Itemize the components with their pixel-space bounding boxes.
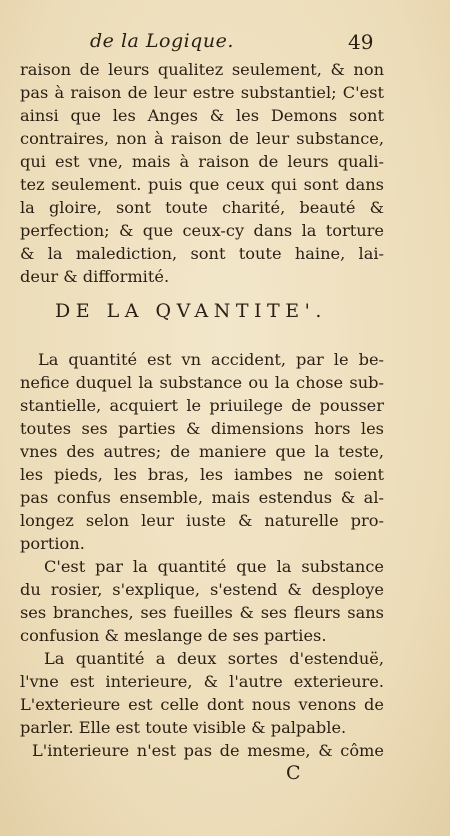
text-line: confusion & meslange de ses parties. <box>20 626 327 645</box>
text-line: pas à raison de leur estre substantiel; C'est <box>20 83 384 102</box>
section-heading: DE LA QVANTITE'. <box>55 300 327 322</box>
text-line: toutes ses parties & dimensions hors les <box>20 419 384 438</box>
text-line: les pieds, les bras, les iambes ne soient <box>20 465 384 484</box>
text-line: deur & difformité. <box>20 267 170 286</box>
text-line: raison de leurs qualitez seulement, & non <box>20 60 384 79</box>
text-line: perfection; & que ceux-cy dans la torture <box>20 221 384 240</box>
text-line: parler. Elle est toute visible & palpable. <box>20 718 347 737</box>
text-line: contraires, non à raison de leur substance, <box>20 129 384 148</box>
text-line: l'vne est interieure, & l'autre exterieure. <box>20 672 384 691</box>
signature-mark: C <box>286 762 301 784</box>
running-head: de la Logique. <box>90 30 234 52</box>
text-line: tez seulement. puis que ceux qui sont dans <box>20 175 384 194</box>
text-line: C'est par la quantité que la substance <box>44 557 384 576</box>
text-line: ses branches, ses fueilles & ses fleurs sans <box>20 603 384 622</box>
text-line: L'exterieure est celle dont nous venons de <box>20 695 384 714</box>
text-line: ainsi que les Anges & les Demons sont <box>20 106 384 125</box>
text-line: La quantité est vn accident, par le be- <box>38 350 384 369</box>
text-line: longez selon leur iuste & naturelle pro- <box>20 511 384 530</box>
text-line: stantielle, acquiert le priuilege de pousser <box>20 396 384 415</box>
text-line: du rosier, s'explique, s'estend & desploye <box>20 580 384 599</box>
text-line: portion. <box>20 534 85 553</box>
text-line: qui est vne, mais à raison de leurs quali- <box>20 152 384 171</box>
text-line: nefice duquel la substance ou la chose sub- <box>20 373 384 392</box>
page-number: 49 <box>348 30 374 54</box>
text-line: La quantité a deux sortes d'estenduë, <box>44 649 384 668</box>
text-line: L'interieure n'est pas de mesme, & côme <box>32 741 384 760</box>
text-line: la gloire, sont toute charité, beauté & <box>20 198 384 217</box>
text-line: vnes des autres; de maniere que la teste, <box>20 442 384 461</box>
text-line: & la malediction, sont toute haine, lai- <box>20 244 384 263</box>
text-line: pas confus ensemble, mais estendus & al- <box>20 488 384 507</box>
